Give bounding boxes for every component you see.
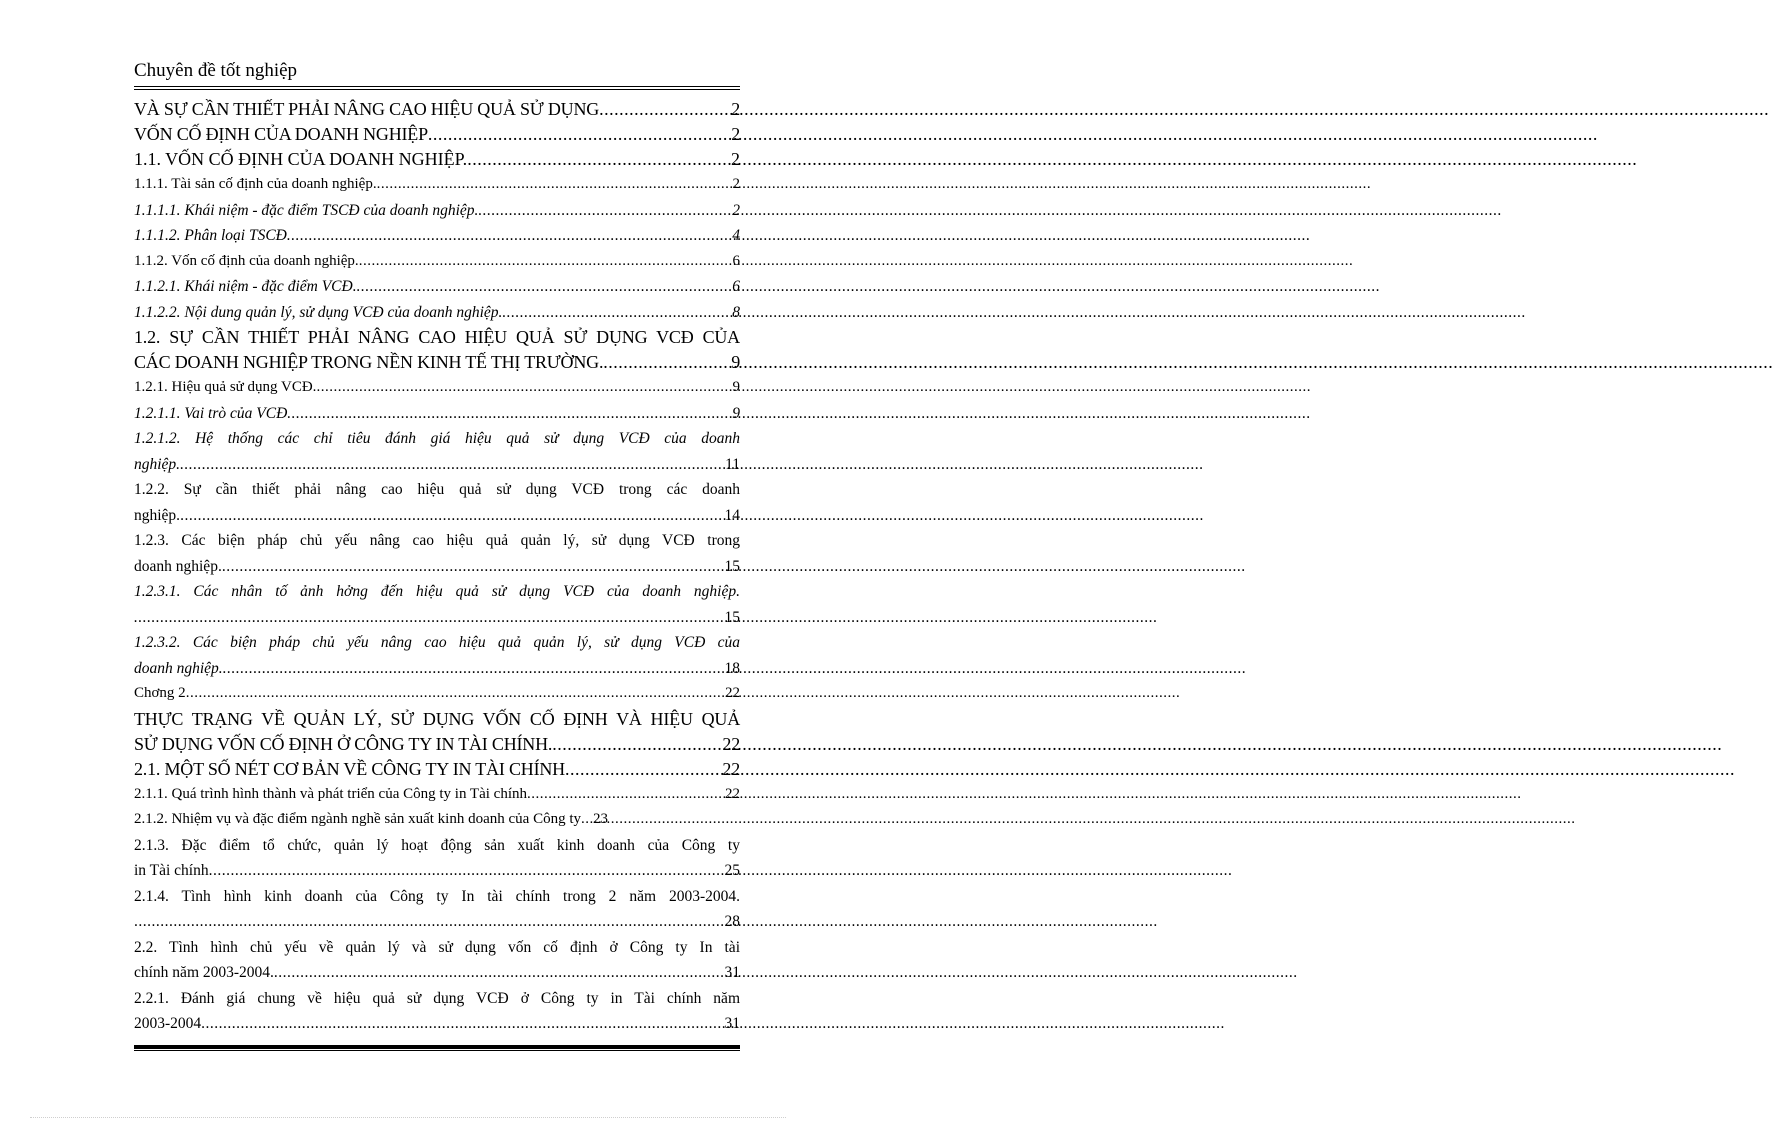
toc-entry-text: THỰC TRẠNG VỀ QUẢN LÝ, SỬ DỤNG VỐN CỐ ĐỊNH VÀ HIỆU QUẢ (134, 708, 740, 729)
page-bottom-edge (30, 1117, 786, 1118)
toc-entry-text: 1.1.2.2. Nội dung quản lý, sử dụng VCĐ của doanh nghiệp. (134, 303, 503, 321)
toc-entry-text: 1.2.3.2. Các biện pháp chủ yếu nâng cao hiệu quả quản lý, sử dụng VCĐ của (134, 634, 740, 651)
toc-entry-text: 2003-2004 (134, 1015, 202, 1032)
toc-entry-text: 1.1.1.2. Phân loại TSCĐ (134, 227, 287, 244)
toc-entry-text: nghiệp. (134, 455, 181, 473)
toc-entry[interactable] (134, 833, 740, 884)
toc-entry-text: 1.1.1.1. Khái niệm - đặc điểm TSCĐ của doanh nghiệp. (134, 201, 479, 219)
toc-entry-page: 31 (724, 964, 740, 981)
footer-rule (134, 1045, 740, 1051)
toc-entry-text: VỐN CỐ ĐỊNH CỦA DOANH NGHIỆP (134, 124, 428, 144)
toc-entry-text: 1.2.1. Hiệu quả sử dụng VCĐ. (134, 379, 317, 395)
toc-entry-text: 1.1.2. Vốn cố định của doanh nghiệp. (134, 252, 359, 269)
toc-entry[interactable] (134, 884, 740, 935)
toc-entry-text: 2.1.3. Đặc điểm tổ chức, quản lý hoạt động sản xuất kinh doanh của Công ty (134, 836, 740, 854)
toc-entry-text: 2.2. Tình hình chủ yếu về quản lý và sử dụng vốn cố định ở Công ty In tài (134, 938, 740, 956)
toc-entry-text: 2.1.2. Nhiệm vụ và đặc điểm ngành nghề sản xuất kinh doanh của Công ty (134, 811, 581, 827)
toc-entry[interactable] (134, 401, 740, 427)
toc-entry-text: doanh nghiệp. (134, 557, 222, 575)
toc-entry-text: 1.2.2. Sự cần thiết phải nâng cao hiệu quả sử dụng VCĐ trong các doanh (134, 481, 740, 498)
toc-entry-page: 2 (731, 149, 740, 169)
toc-entry-text: nghiệp. (134, 506, 181, 524)
toc-entry[interactable] (134, 528, 740, 579)
toc-entry[interactable] (134, 630, 740, 681)
toc-entry[interactable] (134, 935, 740, 986)
toc-entry[interactable] (134, 122, 740, 147)
toc-entry[interactable] (134, 757, 740, 782)
toc-entry[interactable] (134, 707, 740, 757)
toc-entry-page: 6 (732, 278, 740, 295)
toc-entry-text: 1.1. VỐN CỐ ĐỊNH CỦA DOANH NGHIỆP. (134, 149, 468, 169)
toc-entry-page: 22 (725, 785, 740, 802)
toc-entry-page: 9 (732, 379, 740, 395)
toc-entry[interactable] (134, 223, 740, 249)
toc-entry[interactable] (134, 375, 740, 401)
toc-entry-page: 2 (731, 99, 740, 119)
toc-entry-text: 2.1.4. Tình hình kinh doanh của Công ty In tài chính trong 2 năm 2003-2004. (134, 887, 740, 905)
toc-entry-text: Chơng 2 (134, 685, 186, 701)
toc-entry-page: 15 (724, 608, 740, 626)
toc-entry-page: 22 (725, 685, 740, 701)
toc-entry-page: 28 (724, 913, 740, 930)
toc-entry-page: 14 (724, 506, 740, 524)
toc-entry[interactable] (134, 274, 740, 300)
toc-entry[interactable] (134, 172, 740, 198)
toc-entry-page: 11 (725, 455, 740, 473)
table-of-contents (134, 97, 740, 1037)
toc-entry-page: 2 (732, 176, 740, 192)
toc-entry-text: 2.1. MỘT SỐ NÉT CƠ BẢN VỀ CÔNG TY IN TÀI CHÍNH (134, 758, 565, 779)
toc-entry-text: 1.2.1.2. Hệ thống các chỉ tiêu đánh giá hiệu quả sử dụng VCĐ của doanh (134, 430, 740, 447)
toc-entry-text: doanh nghiệp. (134, 659, 223, 677)
toc-entry-page: 23 (593, 811, 608, 827)
toc-entry-text: 2.1.1. Quá trình hình thành và phát triển của Công ty in Tài chính (134, 785, 527, 802)
toc-entry[interactable] (134, 426, 740, 477)
toc-entry-text: 1.1.1. Tài sản cố định của doanh nghiệp. (134, 176, 377, 192)
toc-entry-text: VÀ SỰ CẦN THIẾT PHẢI NÂNG CAO HIỆU QUẢ SỬ DỤNG (134, 99, 600, 119)
toc-entry-text: chính năm 2003-2004. (134, 964, 274, 981)
toc-entry-page: 6 (732, 252, 740, 269)
toc-entry[interactable] (134, 986, 740, 1037)
toc-entry-page: 22 (722, 733, 740, 754)
toc-entry-text: 2.2.1. Đánh giá chung về hiệu quả sử dụng VCĐ ở Công ty in Tài chính năm (134, 989, 740, 1007)
toc-entry[interactable] (134, 97, 740, 122)
toc-entry[interactable] (134, 198, 740, 224)
toc-entry-text: 1.2. SỰ CẦN THIẾT PHẢI NÂNG CAO HIỆU QUẢ SỬ DỤNG VCĐ CỦA (134, 327, 740, 347)
toc-entry-text: 1.2.1.1. Vai trò của VCĐ (134, 404, 288, 422)
toc-entry-text: in Tài chính (134, 862, 209, 879)
toc-entry[interactable] (134, 782, 740, 808)
toc-entry-page: 31 (724, 1015, 740, 1032)
toc-entry-page: 22 (722, 758, 740, 779)
toc-entry-page: 25 (724, 862, 740, 879)
toc-entry[interactable] (134, 681, 740, 707)
toc-entry-page: 9 (732, 404, 740, 422)
toc-entry-text: SỬ DỤNG VỐN CỐ ĐỊNH Ở CÔNG TY IN TÀI CHÍNH. (134, 733, 553, 754)
toc-entry[interactable] (134, 147, 740, 172)
toc-entry[interactable] (134, 477, 740, 528)
toc-entry-page: 4 (732, 227, 740, 244)
toc-entry-page: 9 (731, 352, 740, 372)
toc-entry-page: 18 (724, 659, 740, 677)
toc-entry[interactable] (134, 249, 740, 275)
toc-entry-text: 1.2.3.1. Các nhân tố ảnh hởng đến hiệu quả sử dụng VCĐ của doanh nghiệp. (134, 583, 740, 600)
page-header (134, 60, 740, 90)
toc-entry-page: 2 (731, 124, 740, 144)
toc-entry-page: 8 (732, 303, 740, 321)
toc-entry-text: CÁC DOANH NGHIỆP TRONG NỀN KINH TẾ THỊ TRƯỜNG. (134, 352, 604, 372)
toc-entry[interactable] (134, 807, 740, 833)
toc-entry-page: 2 (732, 201, 740, 219)
toc-entry[interactable] (134, 579, 740, 630)
toc-entry[interactable] (134, 300, 740, 326)
toc-entry[interactable] (134, 325, 740, 375)
header-title: Chuyên đề tốt nghiệp (134, 60, 298, 81)
toc-entry-page: 15 (724, 557, 740, 575)
toc-entry-text: 1.2.3. Các biện pháp chủ yếu nâng cao hiệu quả quản lý, sử dụng VCĐ trong (134, 532, 740, 549)
toc-entry-text: 1.1.2.1. Khái niệm - đặc điểm VCĐ. (134, 278, 357, 295)
